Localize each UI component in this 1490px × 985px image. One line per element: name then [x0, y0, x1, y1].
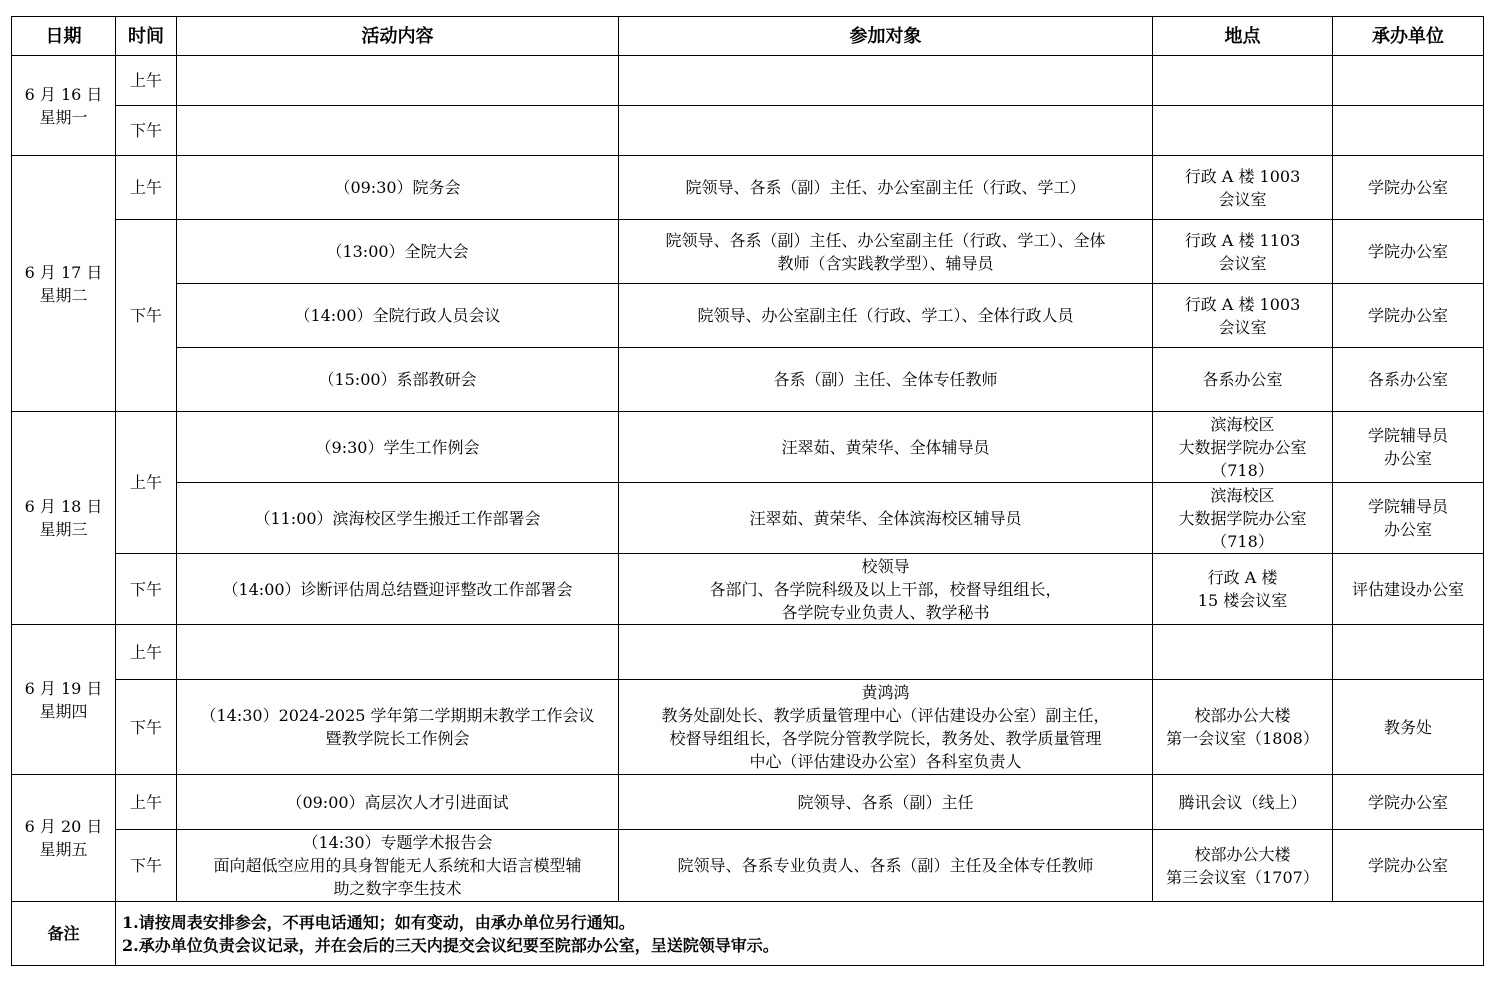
organizer-cell: 各系办公室: [1333, 348, 1484, 412]
participants-cell: 院领导、各系专业负责人、各系（副）主任及全体专任教师: [619, 830, 1153, 902]
period-cell: 上午: [116, 775, 177, 830]
organizer-cell: 教务处: [1333, 680, 1484, 775]
activity-cell: （14:00）诊断评估周总结暨迎评整改工作部署会: [177, 554, 619, 625]
date-cell: 6 月 20 日 星期五: [12, 775, 116, 902]
activity-cell: （14:00）全院行政人员会议: [177, 284, 619, 348]
period-cell: 下午: [116, 830, 177, 902]
schedule-row: [12, 554, 1484, 625]
participants-cell: 院领导、各系（副）主任、办公室副主任（行政、学工）: [619, 156, 1153, 220]
location-cell: 行政 A 楼 15 楼会议室: [1153, 554, 1333, 625]
period-cell: 上午: [116, 625, 177, 680]
schedule-row: [12, 106, 1484, 156]
participants-cell: 院领导、各系（副）主任、办公室副主任（行政、学工）、全体 教师（含实践教学型）、辅导员: [619, 220, 1153, 284]
schedule-row: [12, 56, 1484, 106]
location-cell: 滨海校区 大数据学院办公室 （718）: [1153, 483, 1333, 554]
note-line: 2.承办单位负责会议记录，并在会后的三天内提交会议纪要至院部办公室，呈送院领导审示。: [122, 935, 779, 955]
header-activity: 活动内容: [177, 17, 619, 56]
header-time: 时间: [116, 17, 177, 56]
schedule-body: [12, 56, 1484, 902]
notes-row: [12, 902, 1484, 966]
activity-cell: （09:30）院务会: [177, 156, 619, 220]
notes-content: [116, 902, 1484, 966]
period-cell: 下午: [116, 106, 177, 156]
activity-cell: （14:30）专题学术报告会 面向超低空应用的具身智能无人系统和大语言模型辅 助之数字孪生技术: [177, 830, 619, 902]
participants-cell: 各系（副）主任、全体专任教师: [619, 348, 1153, 412]
period-cell: 上午: [116, 156, 177, 220]
location-cell: 滨海校区 大数据学院办公室 （718）: [1153, 412, 1333, 483]
organizer-cell: 学院辅导员 办公室: [1333, 483, 1484, 554]
participants-cell: 院领导、办公室副主任（行政、学工）、全体行政人员: [619, 284, 1153, 348]
participants-cell: [619, 56, 1153, 106]
organizer-cell: 学院办公室: [1333, 156, 1484, 220]
date-cell: 6 月 18 日 星期三: [12, 412, 116, 625]
schedule-row: [12, 412, 1484, 483]
activity-cell: [177, 106, 619, 156]
location-cell: [1153, 106, 1333, 156]
activity-cell: [177, 625, 619, 680]
participants-cell: 汪翠茹、黄荣华、全体辅导员: [619, 412, 1153, 483]
location-cell: 校部办公大楼 第三会议室（1707）: [1153, 830, 1333, 902]
participants-cell: 院领导、各系（副）主任: [619, 775, 1153, 830]
organizer-cell: [1333, 106, 1484, 156]
participants-cell: [619, 625, 1153, 680]
header-date: 日期: [12, 17, 116, 56]
location-cell: 腾讯会议（线上）: [1153, 775, 1333, 830]
organizer-cell: 学院办公室: [1333, 220, 1484, 284]
date-cell: 6 月 17 日 星期二: [12, 156, 116, 412]
organizer-cell: 学院办公室: [1333, 775, 1484, 830]
schedule-row: [12, 220, 1484, 284]
schedule-row: [12, 680, 1484, 775]
location-cell: 校部办公大楼 第一会议室（1808）: [1153, 680, 1333, 775]
activity-cell: （9:30）学生工作例会: [177, 412, 619, 483]
organizer-cell: 学院辅导员 办公室: [1333, 412, 1484, 483]
header-participants: 参加对象: [619, 17, 1153, 56]
activity-cell: [177, 56, 619, 106]
organizer-cell: 评估建设办公室: [1333, 554, 1484, 625]
header-row: [12, 17, 1484, 56]
location-cell: 各系办公室: [1153, 348, 1333, 412]
activity-cell: （13:00）全院大会: [177, 220, 619, 284]
organizer-cell: 学院办公室: [1333, 284, 1484, 348]
schedule-row: [12, 156, 1484, 220]
organizer-cell: [1333, 625, 1484, 680]
schedule-row: [12, 830, 1484, 902]
schedule-row: [12, 348, 1484, 412]
header-location: 地点: [1153, 17, 1333, 56]
participants-cell: 校领导 各部门、各学院科级及以上干部，校督导组组长， 各学院专业负责人、教学秘书: [619, 554, 1153, 625]
date-cell: 6 月 16 日 星期一: [12, 56, 116, 156]
notes-label: 备注: [12, 902, 116, 966]
schedule-row: [12, 483, 1484, 554]
note-line: 1.请按周表安排参会，不再电话通知；如有变动，由承办单位另行通知。: [122, 912, 635, 932]
organizer-cell: [1333, 56, 1484, 106]
location-cell: 行政 A 楼 1003 会议室: [1153, 284, 1333, 348]
schedule-table: [11, 16, 1484, 966]
location-cell: [1153, 56, 1333, 106]
schedule-row: [12, 284, 1484, 348]
activity-cell: （15:00）系部教研会: [177, 348, 619, 412]
location-cell: [1153, 625, 1333, 680]
participants-cell: 汪翠茹、黄荣华、全体滨海校区辅导员: [619, 483, 1153, 554]
location-cell: 行政 A 楼 1103 会议室: [1153, 220, 1333, 284]
participants-cell: 黄鸿鸿 教务处副处长、教学质量管理中心（评估建设办公室）副主任， 校督导组组长，各学院分管教学院长，教务处、教学质量管理 中心（评估建设办公室）各科室负责人: [619, 680, 1153, 775]
participants-cell: [619, 106, 1153, 156]
activity-cell: （11:00）滨海校区学生搬迁工作部署会: [177, 483, 619, 554]
period-cell: 下午: [116, 220, 177, 412]
activity-cell: （09:00）高层次人才引进面试: [177, 775, 619, 830]
period-cell: 上午: [116, 412, 177, 554]
organizer-cell: 学院办公室: [1333, 830, 1484, 902]
schedule-row: [12, 775, 1484, 830]
date-cell: 6 月 19 日 星期四: [12, 625, 116, 775]
header-organizer: 承办单位: [1333, 17, 1484, 56]
schedule-row: [12, 625, 1484, 680]
location-cell: 行政 A 楼 1003 会议室: [1153, 156, 1333, 220]
period-cell: 下午: [116, 680, 177, 775]
activity-cell: （14:30）2024-2025 学年第二学期期末教学工作会议 暨教学院长工作例会: [177, 680, 619, 775]
period-cell: 上午: [116, 56, 177, 106]
period-cell: 下午: [116, 554, 177, 625]
